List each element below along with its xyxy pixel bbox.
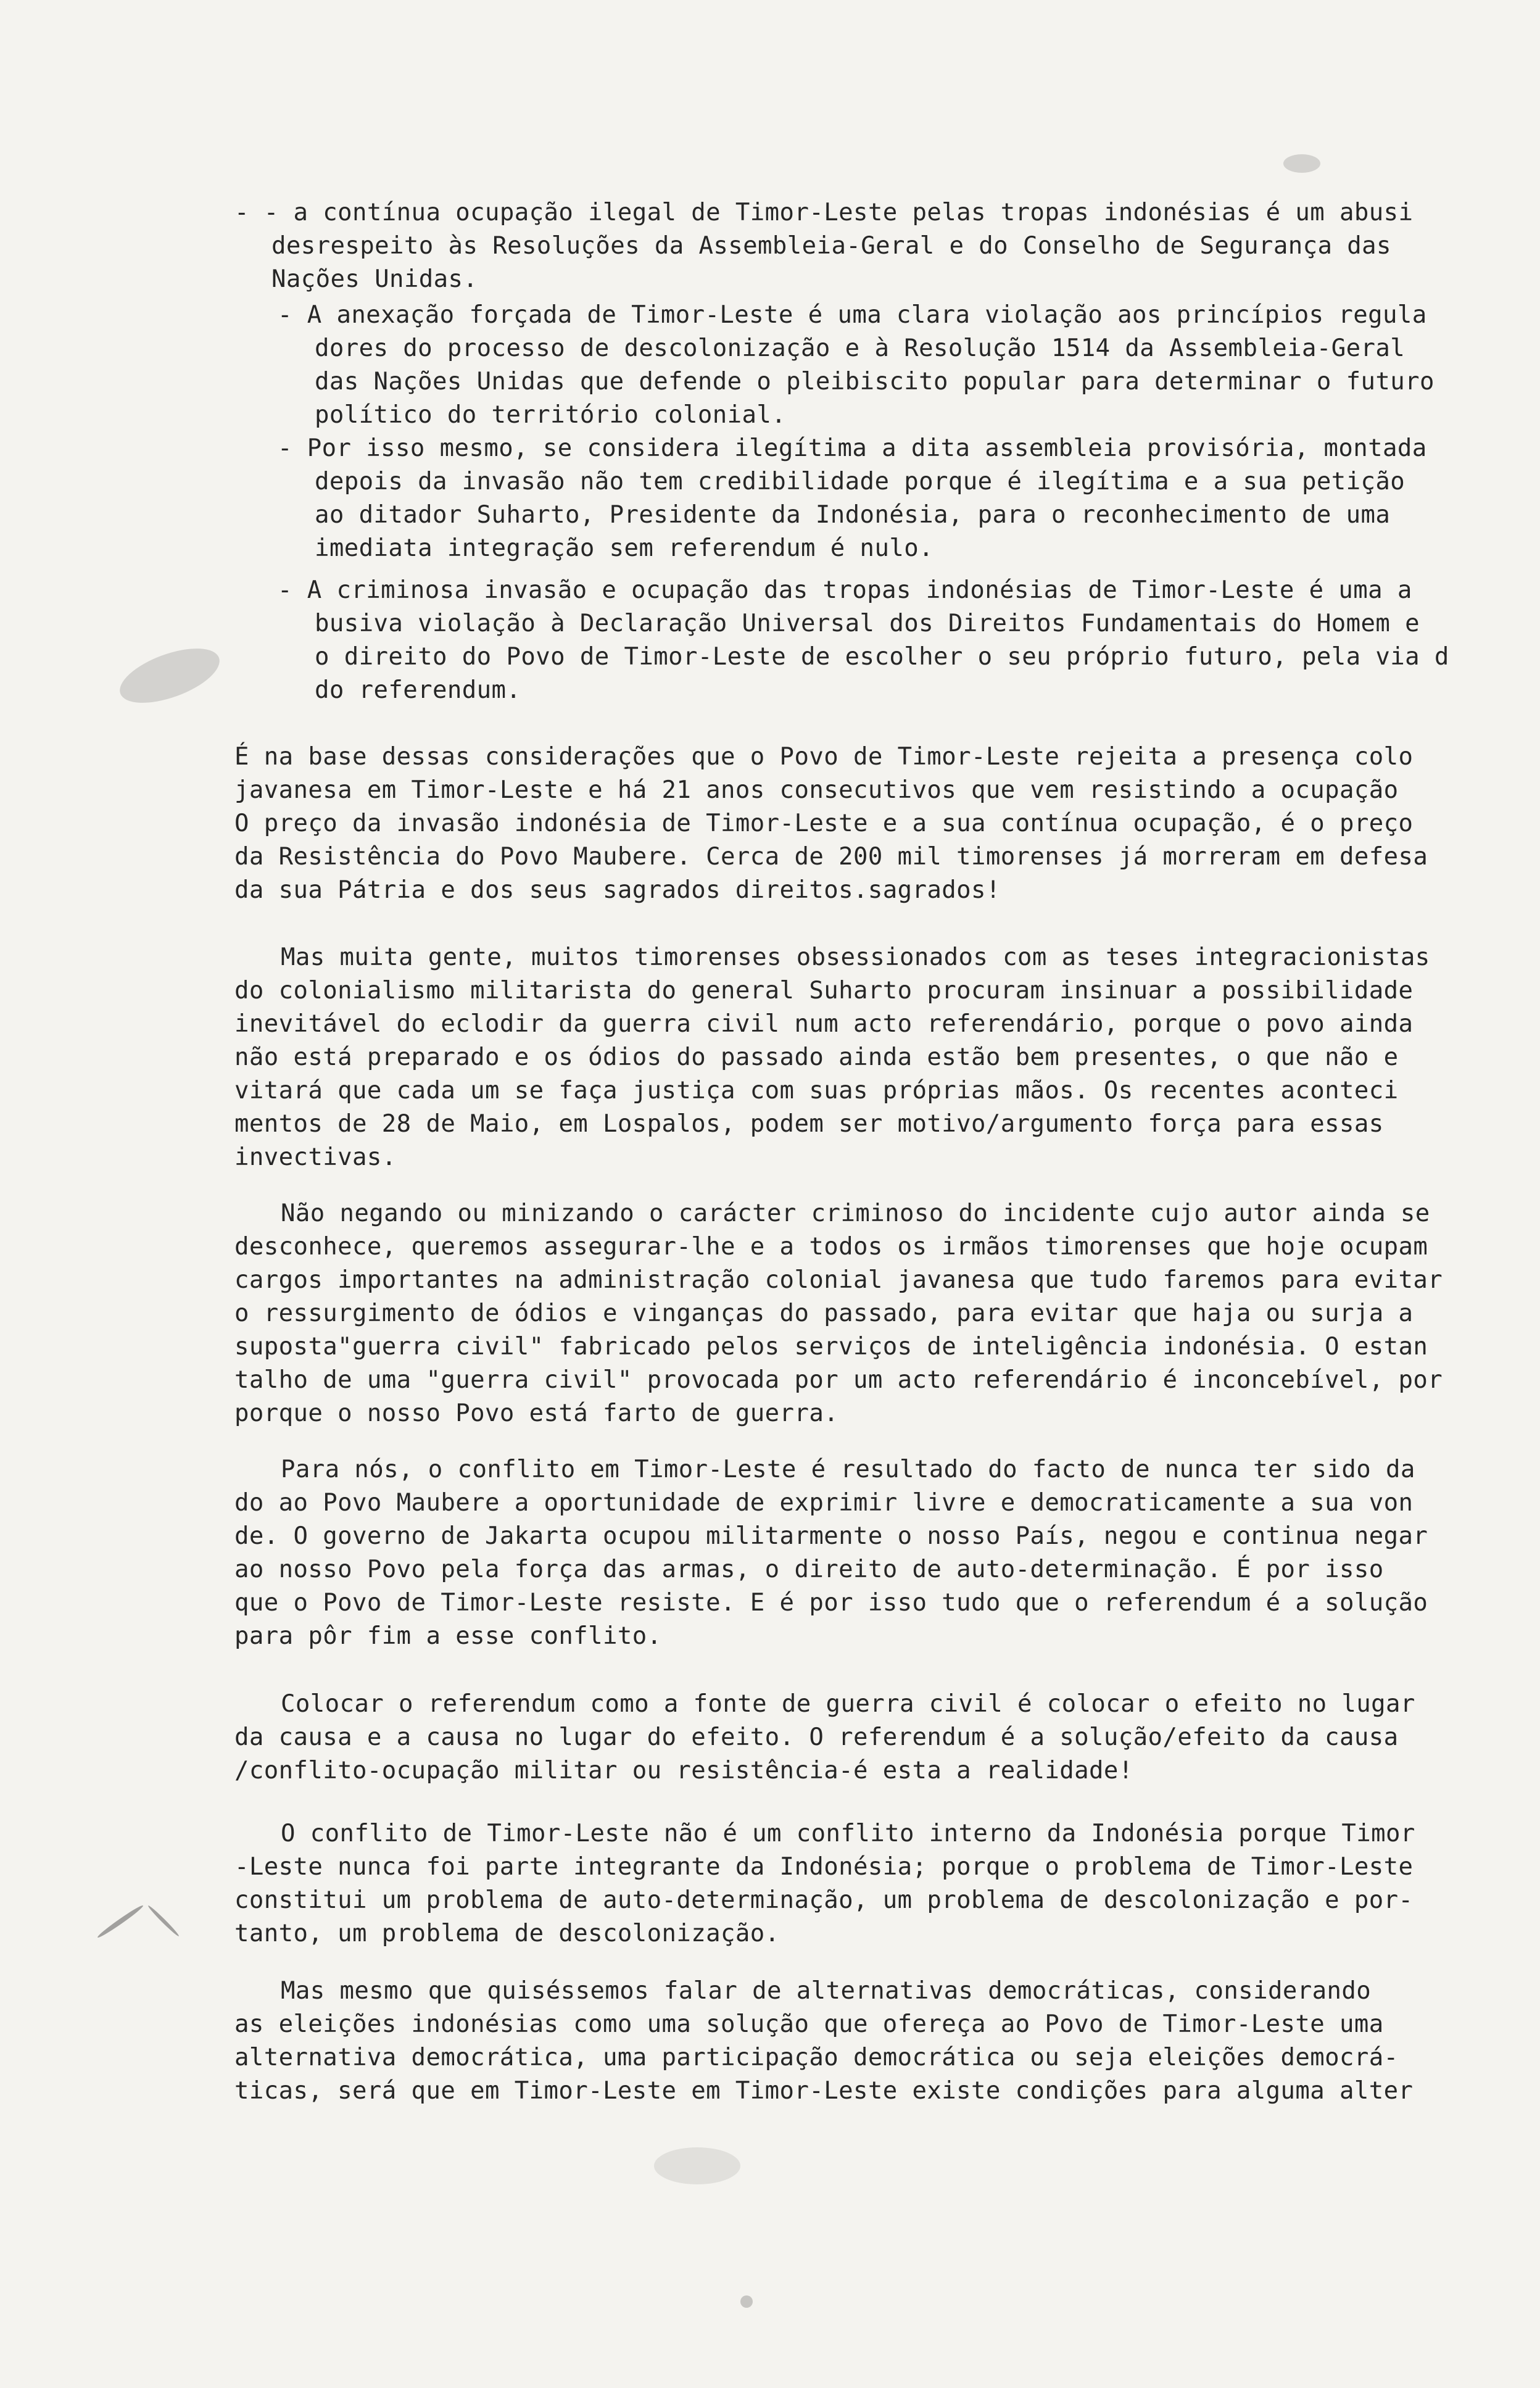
text-line: mentos de 28 de Maio, em Lospalos, podem ser motivo/argumento força para essas <box>234 1110 1384 1138</box>
text-line: busiva violação à Declaração Universal dos Direitos Fundamentais do Homem e <box>315 610 1420 637</box>
text-line: ticas, será que em Timor-Leste em Timor-Leste existe condições para alguma alter <box>234 2077 1414 2105</box>
text-line: cargos importantes na administração colonial javanesa que tudo faremos para evitar <box>234 1266 1443 1294</box>
text-line: depois da invasão não tem credibilidade porque é ilegítima e a sua petição <box>315 468 1405 495</box>
text-line: Não negando ou minizando o carácter criminoso do incidente cujo autor ainda se <box>281 1200 1430 1227</box>
text-line: da sua Pátria e dos seus sagrados direitos.sagrados! <box>234 876 1001 904</box>
text-line: de. O governo de Jakarta ocupou militarmente o nosso País, negou e continua negar <box>234 1522 1428 1550</box>
scan-smudge <box>96 1904 144 1939</box>
bullet-list <box>234 196 1475 707</box>
text-line: Para nós, o conflito em Timor-Leste é resultado do facto de nunca ter sido da <box>281 1456 1415 1483</box>
text-line: não está preparado e os ódios do passado ainda estão bem presentes, o que não e <box>234 1043 1399 1071</box>
text-line: inevitável do eclodir da guerra civil num acto referendário, porque o povo ainda <box>234 1010 1414 1038</box>
bullet-item <box>234 432 1475 565</box>
bullet-item <box>234 299 1475 432</box>
bullet-item <box>234 196 1475 296</box>
scan-smudge <box>113 637 226 714</box>
text-line: -Leste nunca foi parte integrante da Indonésia; porque o problema de Timor-Leste <box>234 1853 1414 1881</box>
text-line: da Resistência do Povo Maubere. Cerca de 200 mil timorenses já morreram em defesa <box>234 843 1428 871</box>
text-line: suposta"guerra civil" fabricado pelos serviços de inteligência indonésia. O estan <box>234 1333 1428 1361</box>
paragraph <box>234 1197 1475 1430</box>
text-line: ao nosso Povo pela força das armas, o direito de auto-determinação. É por isso <box>234 1556 1384 1583</box>
text-line: desrespeito às Resoluções da Assembleia-Geral e do Conselho de Segurança das <box>271 232 1391 260</box>
text-line: do referendum. <box>315 676 521 704</box>
text-line: invectivas. <box>234 1143 397 1171</box>
text-line: Nações Unidas. <box>271 265 478 293</box>
paragraph <box>234 1688 1475 1788</box>
text-line: talho de uma "guerra civil" provocada por um acto referendário é inconcebível, por <box>234 1366 1443 1394</box>
text-line: político do território colonial. <box>315 401 787 429</box>
scan-smudge <box>654 2147 740 2184</box>
text-line: das Nações Unidas que defende o pleibiscito popular para determinar o futuro <box>315 368 1434 396</box>
text-line: para pôr fim a esse conflito. <box>234 1622 662 1650</box>
text-line: do colonialismo militarista do general Suharto procuram insinuar a possibilidade <box>234 977 1414 1005</box>
text-line: do ao Povo Maubere a oportunidade de exprimir livre e democraticamente a sua von <box>234 1489 1414 1517</box>
scan-smudge <box>1283 154 1320 173</box>
text-line: tanto, um problema de descolonização. <box>234 1920 780 1947</box>
text-line: É na base dessas considerações que o Povo de Timor-Leste rejeita a presença colo <box>234 743 1414 771</box>
text-line: desconhece, queremos assegurar-lhe e a todos os irmãos timorenses que hoje ocupam <box>234 1233 1428 1261</box>
paragraph <box>234 1453 1475 1653</box>
paragraph <box>234 740 1475 907</box>
text-line: Mas mesmo que quiséssemos falar de alternativas democráticas, considerando <box>281 1977 1372 2005</box>
text-line: o direito do Povo de Timor-Leste de escolher o seu próprio futuro, pela via d <box>315 643 1449 671</box>
text-line: constitui um problema de auto-determinação, um problema de descolonização e por- <box>234 1886 1414 1914</box>
text-line: javanesa em Timor-Leste e há 21 anos consecutivos que vem resistindo a ocupação <box>234 776 1399 804</box>
text-line: da causa e a causa no lugar do efeito. O referendum é a solução/efeito da causa <box>234 1723 1399 1751</box>
text-line: O preço da invasão indonésia de Timor-Leste e a sua contínua ocupação, é o preço <box>234 810 1414 837</box>
text-line: Colocar o referendum como a fonte de guerra civil é colocar o efeito no lugar <box>281 1690 1415 1718</box>
text-line: O conflito de Timor-Leste não é um conflito interno da Indonésia porque Timor <box>281 1820 1415 1847</box>
text-line: /conflito-ocupação militar ou resistência-é esta a realidade! <box>234 1757 1133 1785</box>
text-line: porque o nosso Povo está farto de guerra. <box>234 1399 839 1427</box>
text-line: imediata integração sem referendum é nulo. <box>315 534 934 562</box>
scan-smudge <box>740 2295 753 2308</box>
text-line: - A criminosa invasão e ocupação das tropas indonésias de Timor-Leste é uma a <box>278 576 1412 604</box>
text-line: - - a contínua ocupação ilegal de Timor-Leste pelas tropas indonésias é um abusi <box>234 199 1414 226</box>
paragraph <box>234 1975 1475 2108</box>
text-line: que o Povo de Timor-Leste resiste. E é por isso tudo que o referendum é a solução <box>234 1589 1428 1617</box>
text-line: as eleições indonésias como uma solução que ofereça ao Povo de Timor-Leste uma <box>234 2010 1384 2038</box>
bullet-item <box>234 574 1475 707</box>
text-line: - Por isso mesmo, se considera ilegítima a dita assembleia provisória, montada <box>278 434 1427 462</box>
paragraph <box>234 941 1475 1174</box>
text-line: ao ditador Suharto, Presidente da Indonésia, para o reconhecimento de uma <box>315 501 1391 529</box>
scan-smudge <box>147 1904 180 1938</box>
text-line: alternativa democrática, uma participação democrática ou seja eleições democrá- <box>234 2044 1399 2071</box>
text-line: vitará que cada um se faça justiça com suas próprias mãos. Os recentes aconteci <box>234 1077 1399 1105</box>
text-line: dores do processo de descolonização e à Resolução 1514 da Assembleia-Geral <box>315 334 1405 362</box>
paragraph <box>234 1817 1475 1951</box>
text-line: o ressurgimento de ódios e vinganças do passado, para evitar que haja ou surja a <box>234 1300 1414 1327</box>
text-line: Mas muita gente, muitos timorenses obsessionados com as teses integracionistas <box>281 943 1430 971</box>
text-line: - A anexação forçada de Timor-Leste é uma clara violação aos princípios regula <box>278 301 1427 329</box>
